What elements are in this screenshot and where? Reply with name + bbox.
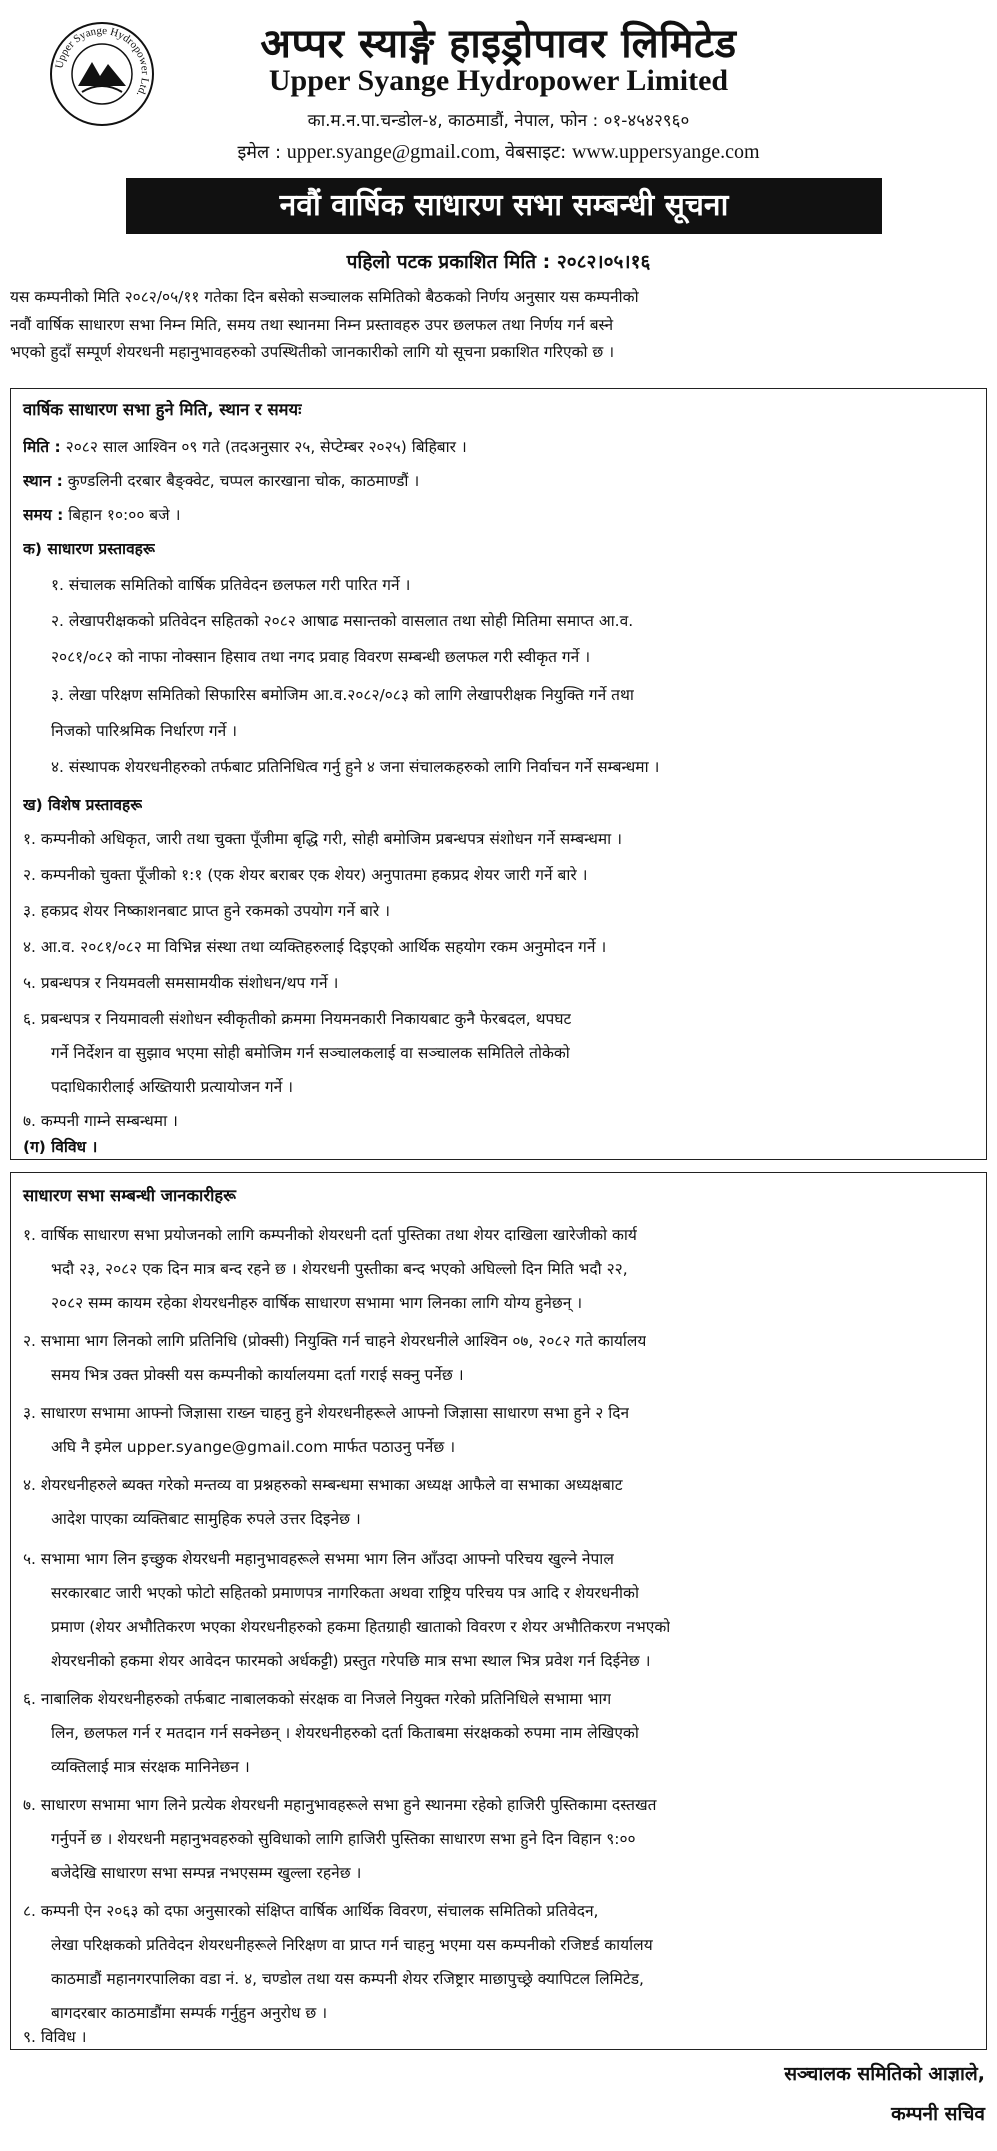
special-proposal-line: २. कम्पनीको चुक्ता पूँजीको १:१ (एक शेयर बराबर एक शेयर) अनुपातमा हकप्रद शेयर जारी गर्ने बारे । — [23, 866, 588, 884]
info-line: बागदरबार काठमाडौंमा सम्पर्क गर्नुहुन अनुरोध छ । — [51, 2004, 328, 2022]
general-proposal-line: ३. लेखा परिक्षण समितिको सिफारिस बमोजिम आ.व.२०८२/०८३ को लागि लेखापरीक्षक नियुक्ति गर्ने तथा — [51, 686, 634, 704]
info-line: ८. कम्पनी ऐन २०६३ को दफा अनुसारको संक्षिप्त वार्षिक आर्थिक विवरण, संचालक समितिको प्रतिवेदन, — [23, 1902, 599, 1920]
info-line: लिन, छलफल गर्न र मतदान गर्न सक्नेछन् । शेयरधनीहरुको दर्ता किताबमा संरक्षकको रुपमा नाम लेखिएको — [51, 1724, 639, 1742]
info-line: २०८२ सम्म कायम रहेका शेयरधनीहरु वार्षिक साधारण सभामा भाग लिनका लागि योग्य हुनेछन् । — [51, 1294, 583, 1312]
time-label: समय : — [23, 506, 64, 524]
email-label: इमेल : — [237, 142, 282, 163]
special-proposal-line: ५. प्रबन्धपत्र र नियमवली समसामयीक संशोधन/थप गर्ने । — [23, 974, 339, 992]
info-heading: साधारण सभा सम्बन्धी जानकारीहरू — [23, 1186, 236, 1205]
special-proposal-line: पदाधिकारीलाई अख्तियारी प्रत्यायोजन गर्ने । — [51, 1078, 294, 1096]
general-proposal-line: २. लेखापरीक्षकको प्रतिवेदन सहितको २०८२ आषाढ मसान्तको वासलात तथा सोही मितिमा समाप्त आ.व. — [51, 612, 634, 630]
general-proposal-line: १. संचालक समितिको वार्षिक प्रतिवेदन छलफल गरी पारित गर्ने । — [51, 576, 411, 594]
info-line: आदेश पाएका व्यक्तिबाट सामुहिक रुपले उत्तर दिइनेछ । — [51, 1510, 361, 1528]
general-proposal-line: २०८१/०८२ को नाफा नोक्सान हिसाव तथा नगद प्रवाह विवरण सम्बन्धी छलफल गरी स्वीकृत गर्ने । — [51, 648, 591, 666]
meeting-time — [23, 503, 180, 525]
info-line: ४. शेयरधनीहरुले ब्यक्त गरेको मन्तव्य वा प्रश्नहरुको सम्बन्धमा सभाका अध्यक्ष आफैले वा सभाका अध्यक्षबाट — [23, 1476, 623, 1494]
website-link[interactable]: www.uppersyange.com — [571, 141, 760, 163]
info-line: लेखा परिक्षकको प्रतिवेदन शेयरधनीहरूले निरिक्षण वा प्राप्त गर्न चाहनु भएमा यस कम्पनीको रजिष्टर्ड कार्यालय — [51, 1936, 653, 1954]
meeting-details-box — [10, 388, 987, 1160]
special-proposal-line: ४. आ.व. २०८१/०८२ मा विभिन्न संस्था तथा व्यक्तिहरुलाई दिइएको आर्थिक सहयोग रकम अनुमोदन गर्ने । — [23, 938, 607, 956]
contact-line: इमेल : upper.syange@gmail.com, वेबसाइट: www.uppersyange.com — [237, 141, 760, 163]
info-line: सरकारबाट जारी भएको फोटो सहितको प्रमाणपत्र नागरिकता अथवा राष्ट्रिय परिचय पत्र आदि र शेयरधनीको — [51, 1584, 639, 1602]
info-line: ७. साधारण सभामा भाग लिने प्रत्येक शेयरधनी महानुभावहरूले सभा हुने स्थानमा रहेको हाजिरी पुस्तिकामा दस्तखत — [23, 1796, 657, 1814]
info-line: व्यक्तिलाई मात्र संरक्षक मानिनेछन । — [51, 1758, 250, 1776]
meeting-heading: वार्षिक साधारण सभा हुने मिति, स्थान र समयः — [23, 400, 302, 419]
published-label: पहिलो पटक प्रकाशित मिति : — [346, 251, 551, 273]
special-proposal-line: १. कम्पनीको अधिकृत, जारी तथा चुक्ता पूँजीमा बृद्धि गरी, सोही बमोजिम प्रबन्धपत्र संशोधन गर्ने सम्बन्धमा । — [23, 830, 622, 848]
meeting-place — [23, 469, 419, 491]
published-date — [0, 248, 997, 274]
company-address: का.म.न.पा.चन्डोल-४, काठमाडौं, नेपाल, फोन : ०१-४५४२९६० — [307, 111, 690, 131]
company-name-nepali: अप्पर स्याङ्गे हाइड्रोपावर लिमिटेड — [260, 21, 737, 67]
info-line: भदौ २३, २०८२ एक दिन मात्र बन्द रहने छ । शेयरधनी पुस्तीका बन्द भएको अघिल्लो दिन मिति भदौ २२, — [51, 1260, 628, 1278]
info-line: गर्नुपर्ने छ । शेयरधनी महानुभवहरुको सुविधाको लागि हाजिरी पुस्तिका साधारण सभा हुने दिन विहान ९:०० — [51, 1830, 636, 1848]
general-proposals-heading: क) साधारण प्रस्तावहरू — [23, 540, 155, 558]
website-label: वेबसाइट: — [505, 142, 567, 163]
info-line: काठमाडौं महानगरपालिका वडा नं. ४, चण्डोल तथा यस कम्पनी शेयर रजिष्ट्रार माछापुच्छ्रे क्यापिटल लिमिटेड, — [51, 1970, 644, 1988]
company-name-english: Upper Syange Hydropower Limited — [268, 64, 729, 97]
special-proposal-line: ६. प्रबन्धपत्र र नियमावली संशोधन स्वीकृतीको क्रममा नियमनकारी निकायबाट कुनै फेरबदल, थपघट — [23, 1010, 572, 1028]
intro-line: नवौं वार्षिक साधारण सभा निम्न मिति, समय तथा स्थानमा निम्न प्रस्तावहरु उपर छलफल तथा निर्णय गर्न बस्ने — [10, 315, 614, 334]
info-line: अघि नै इमेल upper.syange@gmail.com मार्फत पठाउनु पर्नेछ । — [51, 1438, 456, 1456]
misc-heading: (ग) विविध । — [23, 1138, 98, 1156]
footer-authority: सञ्चालक समितिको आज्ञाले, — [784, 2063, 985, 2085]
meeting-info-box — [10, 1172, 987, 2050]
info-line: शेयरधनीको हकमा शेयर आवेदन फारमको अर्धकट्टी) प्रस्तुत गरेपछि मात्र सभा स्थाल भित्र प्रवेश गर्न दिईनेछ । — [51, 1652, 651, 1670]
special-proposals-heading: ख) विशेष प्रस्तावहरू — [23, 796, 143, 814]
info-line: ६. नाबालिक शेयरधनीहरुको तर्फबाट नाबालकको संरक्षक वा निजले नियुक्त गरेको प्रतिनिधिले सभामा भाग — [23, 1690, 612, 1708]
general-proposal-line: ४. संस्थापक शेयरधनीहरुको तर्फबाट प्रतिनिधित्व गर्नु हुने ४ जना संचालकहरुको लागि निर्वाचन गर्ने सम्बन्धमा । — [51, 758, 660, 776]
special-proposal-line: ३. हकप्रद शेयर निष्काशनबाट प्राप्त हुने रकमको उपयोग गर्ने बारे । — [23, 902, 390, 920]
info-line: २. सभामा भाग लिनको लागि प्रतिनिधि (प्रोक्सी) नियुक्ति गर्न चाहने शेयरधनीले आश्विन ०७, २०८२ गते कार्यालय — [23, 1332, 647, 1350]
date-label: मिति : — [23, 438, 61, 456]
intro-line: भएको हुदाँ सम्पूर्ण शेयरधनी महानुभावहरुको उपस्थितीको जानकारीको लागि यो सूचना प्रकाशित गरिएको छ । — [10, 343, 615, 361]
special-proposal-line: ७. कम्पनी गाम्ने सम्बन्धमा । — [23, 1112, 178, 1130]
meeting-date — [23, 435, 467, 457]
intro-line: यस कम्पनीको मिति २०८२/०५/११ गतेका दिन बसेको सञ्चालक समितिको बैठकको निर्णय अनुसार यस कम्पनीको — [10, 288, 639, 306]
info-line: ९. विविध । — [23, 2028, 87, 2046]
notice-title-banner: नवौं वार्षिक साधारण सभा सम्बन्धी सूचना — [126, 178, 882, 234]
time-value: बिहान १०:०० बजे । — [68, 506, 181, 524]
info-line: प्रमाण (शेयर अभौतिकरण भएका शेयरधनीहरुको हकमा हितग्राही खाताको विवरण र शेयर अभौतिकरण नभएको — [51, 1618, 671, 1636]
svg-text:Upper Syange Hydropower Ltd.: Upper Syange Hydropower Ltd. — [53, 24, 152, 99]
info-line: ३. साधारण सभामा आफ्नो जिज्ञासा राख्न चाहनु हुने शेयरधनीहरूले आफ्नो जिज्ञासा साधारण सभा हुने २ दिन — [23, 1404, 630, 1422]
email-link[interactable]: upper.syange@gmail.com — [286, 141, 496, 163]
info-line: समय भित्र उक्त प्रोक्सी यस कम्पनीको कार्यालयमा दर्ता गराई सक्नु पर्नेछ । — [51, 1366, 464, 1384]
intro-paragraph — [10, 284, 988, 367]
footer-signatory: कम्पनी सचिव — [891, 2103, 985, 2125]
info-line: बजेदेखि साधारण सभा सम्पन्न नभएसम्म खुल्ला रहनेछ । — [51, 1864, 362, 1882]
general-proposal-line: निजको पारिश्रमिक निर्धारण गर्ने । — [51, 722, 237, 740]
place-label: स्थान : — [23, 472, 63, 490]
date-value: २०८२ साल आश्विन ०९ गते (तदअनुसार २५, सेप्टेम्बर २०२५) बिहिबार । — [65, 438, 467, 456]
info-line: ५. सभामा भाग लिन इच्छुक शेयरधनी महानुभावहरूले सभमा भाग लिन आँउदा आफ्नो परिचय खुल्ने नेपाल — [23, 1550, 614, 1568]
special-proposal-line: गर्ने निर्देशन वा सुझाव भएमा सोही बमोजिम गर्न सञ्चालकलाई वा सञ्चालक समितिले तोकेको — [51, 1044, 570, 1062]
info-line: १. वार्षिक साधारण सभा प्रयोजनको लागि कम्पनीको शेयरधनी दर्ता पुस्तिका तथा शेयर दाखिला खारेजीको कार्य — [23, 1226, 637, 1244]
place-value: कुण्डलिनी दरबार बैङ्क्वेट, चप्पल कारखाना चोक, काठमाण्डौं । — [67, 472, 420, 490]
published-value: २०८२।०५।१६ — [556, 251, 651, 273]
